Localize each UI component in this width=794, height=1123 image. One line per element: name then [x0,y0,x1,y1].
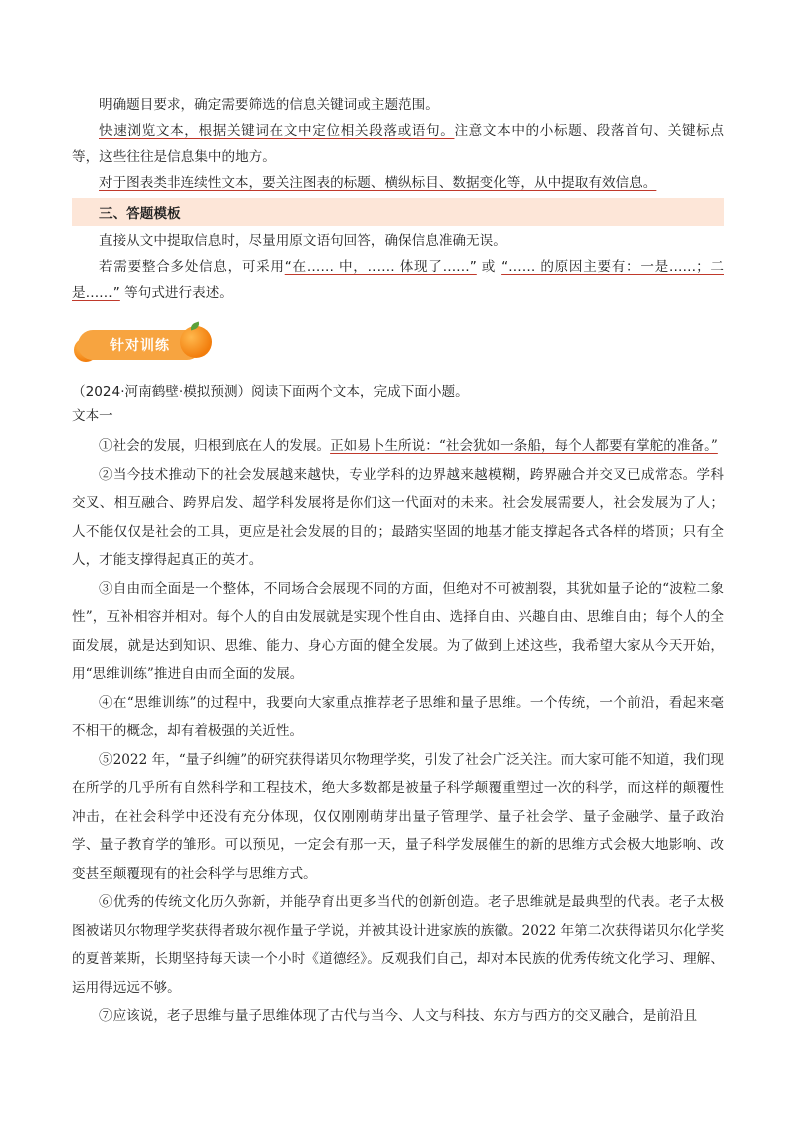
article-para-1-pre: ①社会的发展，归根到底在人的发展。 [99,438,331,454]
template-phrase-1: “在…… 中，…… 体现了……” [284,259,477,275]
guide-line-2 [72,118,724,170]
exercise-source: （2024·河南鹤壁·模拟预测）阅读下面两个文本，完成下面小题。 [72,384,469,400]
guide-line-2-rest: 注意文本中的小标题、段落首句、关键标点等，这些往往是信息集中的地方。 [72,123,724,165]
template-phrase-2: “…… 的原因主要有：一是……；二是……” [72,259,724,301]
template-para-2 [72,254,724,306]
training-badge-area [72,322,724,370]
guide-line-3-underlined: 对于图表类非连续性文本，要关注图表的标题、横纵标目、数据变化等，从中提取有效信息。 [99,175,657,191]
training-badge-label: 针对训练 [110,338,170,354]
article-para-2: ②当今技术推动下的社会发展越来越快，专业学科的边界越来越模糊，跨界融合并交叉已成常态。学科交叉、相互融合、跨界启发、超学科发展将是你们这一代面对的未来。社会发展需要人，社会发展为了人；人不能仅仅是社会的工具，更应是社会发展的目的；最踏实坚固的地基才能支撑起各式各样的塔顶；只有全人，才能支撑得起真正的英才。 [72,466,724,568]
article-para-7: ⑦应该说，老子思维与量子思维体现了古代与当今、人文与科技、东方与西方的交叉融合，是前沿且 [99,1008,698,1024]
section-heading-answer-template [72,198,724,226]
section-heading-text: 三、答题模板 [99,206,181,222]
guide-line-2-underlined: 快速浏览文本，根据关键词在文中定位相关段落或语句。 [99,123,455,139]
guide-line-3 [72,170,724,196]
template-para-2-pre: 若需要整合多处信息，可采用 [99,259,285,275]
document-page [72,92,724,1031]
article-para-3: ③自由而全面是一个整体，不同场合会展现不同的方面，但绝对不可被割裂，其犹如量子论的“波粒二象性”，互补相容并相对。每个人的自由发展就是实现个性自由、选择自由、兴趣自由、思维自由；每个人的全面发展，就是达到知识、思维、能力、身心方面的健全发展。为了做到上述这些，我希望大家从今天开始，用“思维训练”推进自由而全面的发展。 [72,580,724,682]
article-para-4: ④在“思维训练”的过程中，我要向大家重点推荐老子思维和量子思维。一个传统，一个前沿，看起来毫不相干的概念，却有着极强的关近性。 [72,694,724,739]
text-one-label: 文本一 [72,408,113,424]
article-para-1-quote: 正如易卜生所说：“社会犹如一条船，每个人都要有掌舵的准备。” [330,438,718,454]
guide-line-1: 明确题目要求，确定需要筛选的信息关键词或主题范围。 [99,97,439,113]
article-para-6: ⑥优秀的传统文化历久弥新，并能孕育出更多当代的创新创造。老子思维就是最典型的代表。老子太极图被诺贝尔物理学奖获得者玻尔视作量子学说，并被其设计进家族的族徽。2022 年第二次获得诺贝尔化学奖的夏普莱斯，长期坚持每天读一个小时《道德经》。反观我们自己，却对本民族的优秀传统文化学习、理解、运用得远远不够。 [72,894,724,996]
article-para-1 [72,432,724,461]
orange-icon [180,326,212,358]
template-or: 或 [476,259,502,275]
template-para-1: 直接从文中提取信息时，尽量用原文语句回答，确保信息准确无误。 [99,233,507,249]
article-para-5: ⑤2022 年，“量子纠缠”的研究获得诺贝尔物理学奖，引发了社会广泛关注。而大家可能不知道，我们现在所学的几乎所有自然科学和工程技术，绝大多数都是被量子科学颠覆重塑过一次的科学，而这样的颠覆性冲击，在社会科学中还没有充分体现，仅仅刚刚萌芽出量子管理学、量子社会学、量子金融学、量子政治学、量子教育学的雏形。可以预见，一定会有那一天，量子科学发展催生的新的思维方式会极大地影响、改变甚至颠覆现有的社会科学与思维方式。 [72,751,724,882]
template-para-2-post: 等句式进行表述。 [119,285,233,301]
